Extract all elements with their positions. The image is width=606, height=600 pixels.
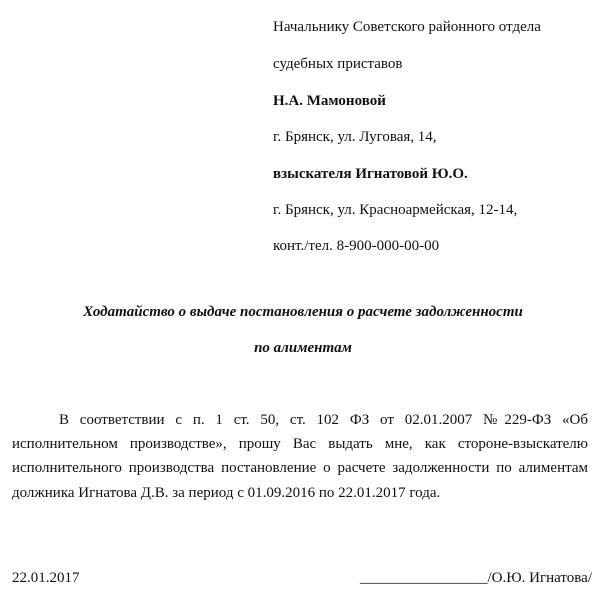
document-title-line-2: по алиментам: [254, 340, 352, 356]
signature-line: _________________/О.Ю. Игнатова/: [359, 570, 592, 586]
document-title-line-1: Ходатайство о выдаче постановления о расчете задолженности: [83, 304, 523, 320]
addressee-line-2: судебных приставов: [273, 56, 403, 72]
chief-address: г. Брянск, ул. Луговая, 14,: [273, 129, 437, 145]
claimant-address: г. Брянск, ул. Красноармейская, 12-14,: [273, 202, 518, 218]
addressee-line-1: Начальнику Советского районного отдела: [273, 19, 541, 35]
body-paragraph: В соответствии с п. 1 ст. 50, ст. 102 ФЗ от 02.01.2007 №229-ФЗ «Об исполнительном производстве», прошу Вас выдать мне, как стороне-взыскателю исполнительного производства постановление о расчете задолженности по алиментам должника Игнатова Д.В. за период с 01.09.2016 по 22.01.2017 года.: [12, 412, 588, 501]
chief-name: Н.А. Мамоновой: [273, 93, 386, 109]
claimant-name: взыскателя Игнатовой Ю.О.: [273, 166, 468, 182]
document-date: 22.01.2017: [12, 570, 80, 586]
claimant-contact: конт./тел. 8-900-000-00-00: [273, 238, 440, 254]
